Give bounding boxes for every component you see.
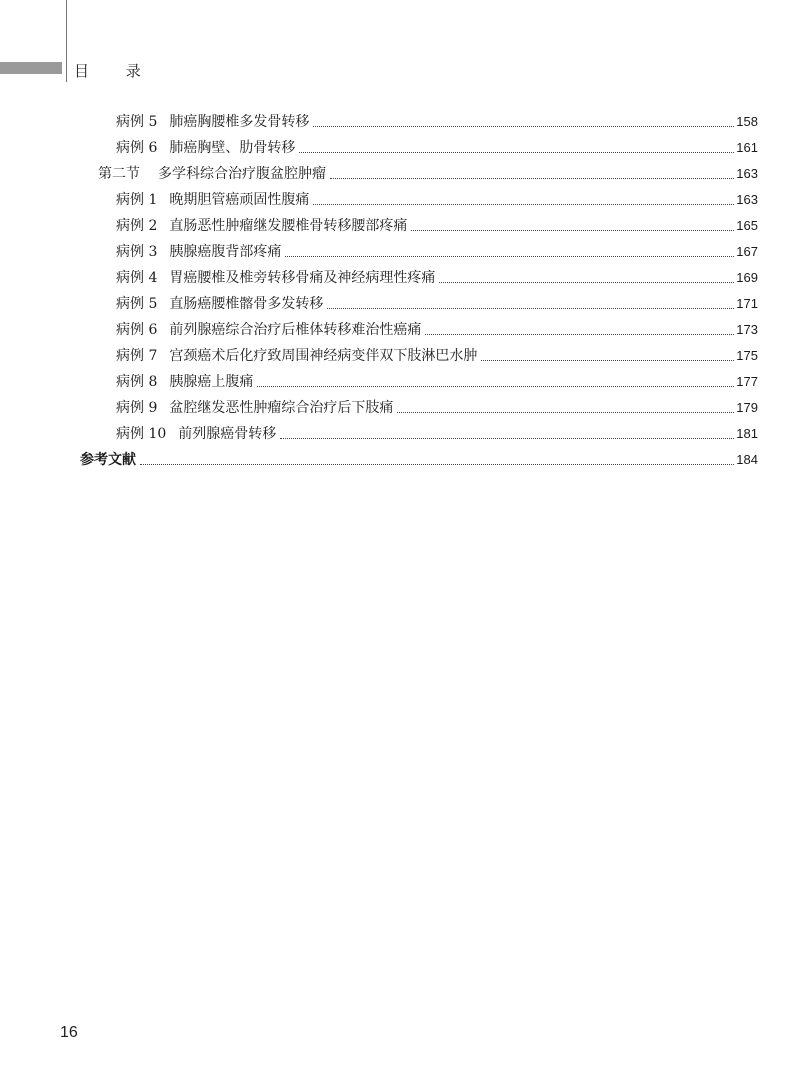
dot-leader (397, 412, 734, 413)
case-number: 病例 6 (116, 322, 158, 338)
toc-entry-label (116, 424, 276, 444)
toc-entry[interactable] (116, 392, 758, 418)
toc-section-entry[interactable] (98, 158, 758, 184)
toc-entry-label (116, 346, 477, 366)
entry-title: 前列腺癌骨转移 (178, 426, 277, 442)
toc-entry[interactable] (116, 366, 758, 392)
dot-leader (411, 230, 734, 231)
dot-leader (481, 360, 734, 361)
page-ref: 175 (736, 348, 758, 363)
dot-leader (280, 438, 734, 439)
entry-title: 胰腺癌腹背部疼痛 (169, 244, 282, 260)
header-vertical-rule (66, 0, 67, 82)
dot-leader (330, 178, 734, 179)
page-ref: 161 (736, 140, 758, 155)
toc-entry-label (116, 398, 393, 418)
dot-leader (313, 204, 734, 205)
toc-entry-label (116, 216, 407, 236)
case-number: 病例 5 (116, 114, 158, 130)
toc-entry-label (116, 320, 421, 340)
case-number: 病例 8 (116, 374, 158, 390)
header-accent-bar (0, 62, 62, 74)
page-ref: 171 (736, 296, 758, 311)
toc-entry-label (116, 372, 253, 392)
toc-entry-label (116, 242, 281, 262)
toc-entry[interactable] (116, 132, 758, 158)
toc-entry-label (116, 112, 309, 132)
toc-entry-label (116, 138, 295, 158)
case-number: 病例 2 (116, 218, 158, 234)
page-ref: 165 (736, 218, 758, 233)
page-number: 16 (60, 1024, 78, 1041)
dot-leader (313, 126, 734, 127)
dot-leader (327, 308, 734, 309)
toc-entry[interactable] (116, 106, 758, 132)
page-ref: 177 (736, 374, 758, 389)
toc-entry-label (116, 294, 323, 314)
page-ref: 163 (736, 192, 758, 207)
case-number: 病例 7 (116, 348, 158, 364)
page-ref: 163 (736, 166, 758, 181)
toc-entry[interactable] (116, 184, 758, 210)
dot-leader (285, 256, 734, 257)
entry-title: 前列腺癌综合治疗后椎体转移难治性癌痛 (169, 322, 422, 338)
dot-leader (257, 386, 734, 387)
case-number: 病例 10 (116, 426, 167, 442)
case-number: 病例 1 (116, 192, 158, 208)
page-title: 目 录 (74, 62, 157, 80)
page-ref: 181 (736, 426, 758, 441)
toc-entry[interactable] (116, 418, 758, 444)
entry-title: 盆腔继发恶性肿瘤综合治疗后下肢痛 (169, 400, 394, 416)
toc-entry[interactable] (116, 314, 758, 340)
entry-title: 胃癌腰椎及椎旁转移骨痛及神经病理性疼痛 (169, 270, 436, 286)
page-ref: 167 (736, 244, 758, 259)
case-number: 病例 3 (116, 244, 158, 260)
dot-leader (299, 152, 734, 153)
entry-title: 多学科综合治疗腹盆腔肿瘤 (158, 166, 326, 182)
toc-entry-label (116, 268, 435, 288)
case-number: 病例 9 (116, 400, 158, 416)
toc-entry-label (116, 190, 309, 210)
page-ref: 173 (736, 322, 758, 337)
case-number: 病例 5 (116, 296, 158, 312)
entry-title: 胰腺癌上腹痛 (169, 374, 254, 390)
dot-leader (140, 464, 734, 465)
toc-references-entry[interactable] (80, 444, 758, 470)
entry-title: 晚期胆管癌顽固性腹痛 (169, 192, 310, 208)
toc-entry[interactable] (116, 236, 758, 262)
toc-entry[interactable] (116, 210, 758, 236)
case-number: 病例 6 (116, 140, 158, 156)
entry-title: 肺癌胸腰椎多发骨转移 (169, 114, 310, 130)
page-ref: 179 (736, 400, 758, 415)
page-ref: 184 (736, 452, 758, 467)
dot-leader (439, 282, 734, 283)
case-number: 病例 4 (116, 270, 158, 286)
toc-entry-label (98, 164, 326, 184)
entry-title: 宫颈癌术后化疗致周围神经病变伴双下肢淋巴水肿 (169, 348, 478, 364)
entry-title: 直肠恶性肿瘤继发腰椎骨转移腰部疼痛 (169, 218, 408, 234)
page-ref: 169 (736, 270, 758, 285)
references-title: 参考文献 (80, 452, 136, 468)
dot-leader (425, 334, 734, 335)
section-number: 第二节 (98, 166, 140, 182)
page-ref: 158 (736, 114, 758, 129)
toc-entry[interactable] (116, 262, 758, 288)
toc-entry[interactable] (116, 288, 758, 314)
entry-title: 直肠癌腰椎髂骨多发转移 (169, 296, 324, 312)
entry-title: 肺癌胸壁、肋骨转移 (169, 140, 296, 156)
toc-entry[interactable] (116, 340, 758, 366)
